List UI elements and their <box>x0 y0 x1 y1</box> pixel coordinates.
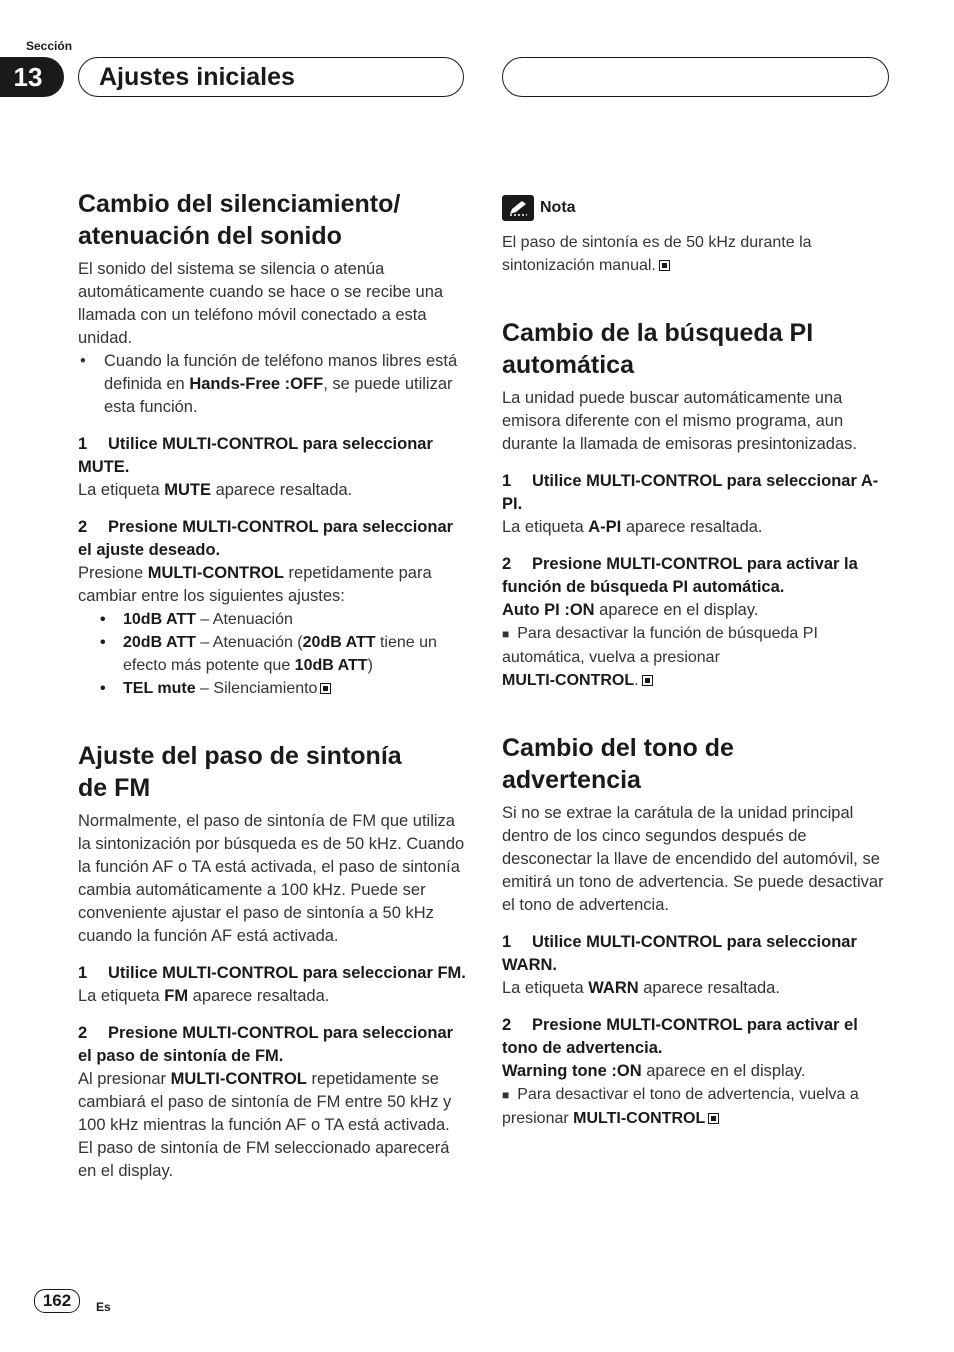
page-number: 162 <box>34 1289 80 1313</box>
warn-intro: Si no se extrae la carátula de la unidad principal dentro de los cinco segundos después de desconectar la llave de encendido del automóvil, se emitirá un tono de advertencia. Se puede desactivar el tono de advertencia. <box>502 804 884 914</box>
end-mark-icon <box>659 260 670 271</box>
warn-step-2-desc: Warning tone :ON aparece en el display. <box>502 1062 806 1080</box>
mute-heading: Cambio del silenciamiento/ atenuación del sonido <box>78 190 401 250</box>
small-square-bullet-icon: ■ <box>502 627 510 641</box>
warn-step-2: 2 Presione MULTI-CONTROL para activar el tono de advertencia. <box>502 1016 858 1057</box>
mute-step-1-desc: La etiqueta MUTE aparece resaltada. <box>78 481 353 499</box>
note-text: El paso de sintonía es de 50 kHz durante la sintonización manual. <box>502 234 812 274</box>
mute-step-2-desc: Presione MULTI-CONTROL repetidamente para cambiar entre los siguientes ajustes: <box>78 564 432 605</box>
fm-step-2: 2 Presione MULTI-CONTROL para seleccionar el paso de sintonía de FM. <box>78 1024 454 1065</box>
section-title-text: Ajustes iniciales <box>99 62 295 91</box>
note-header <box>502 195 890 221</box>
end-mark-icon <box>320 683 331 694</box>
small-square-bullet-icon: ■ <box>502 1088 510 1102</box>
mute-option-3: • TEL mute – Silenciamiento <box>78 677 466 700</box>
warn-hint: ■ Para desactivar el tono de advertencia, vuelva a presionar MULTI-CONTROL <box>502 1086 859 1127</box>
end-mark-icon <box>642 675 653 686</box>
section-title <box>78 57 464 97</box>
warn-step-1-desc: La etiqueta WARN aparece resaltada. <box>502 979 780 997</box>
header-empty-pill <box>502 57 889 97</box>
mute-step-1: 1 Utilice MULTI-CONTROL para seleccionar MUTE. <box>78 435 433 476</box>
pi-intro: La unidad puede buscar automáticamente una emisora diferente con el mismo programa, aun durante la llamada de emisoras presintonizadas. <box>502 389 857 453</box>
mute-intro: El sonido del sistema se silencia o atenúa automáticamente cuando se hace o se recibe una llamada con un teléfono móvil conectado a esta unidad. <box>78 260 444 347</box>
pi-step-2-desc: Auto PI :ON aparece en el display. <box>502 601 759 619</box>
pi-step-1: 1 Utilice MULTI-CONTROL para seleccionar A-PI. <box>502 472 879 513</box>
language-code: Es <box>96 1300 111 1314</box>
fm-step-1: 1 Utilice MULTI-CONTROL para seleccionar FM. <box>78 964 466 982</box>
mute-option-1: • 10dB ATT – Atenuación <box>78 608 466 631</box>
pi-step-1-desc: La etiqueta A-PI aparece resaltada. <box>502 518 763 536</box>
fm-step-2-desc: Al presionar MULTI-CONTROL repetidamente se cambiará el paso de sintonía de FM entre 50 kHz y 100 kHz mientras la función AF o TA está activada. El paso de sintonía de FM seleccionado aparecerá en el display. <box>78 1070 452 1180</box>
section-label: Sección <box>26 39 73 53</box>
note-label: Nota <box>540 199 576 216</box>
fm-intro: Normalmente, el paso de sintonía de FM que utiliza la sintonización por búsqueda es de 50 kHz. Cuando la función AF o TA está activada, el paso de sintonía cambia automáticamente a 100 kHz. Puede ser conveniente ajustar el paso de sintonía a 50 kHz cuando la función AF está activada. <box>78 812 465 945</box>
pi-heading: Cambio de la búsqueda PI automática <box>502 319 814 379</box>
note-pencil-icon <box>502 195 534 221</box>
fm-step-1-desc: La etiqueta FM aparece resaltada. <box>78 987 330 1005</box>
fm-heading: Ajuste del paso de sintonía de FM <box>78 742 402 802</box>
left-column <box>78 188 466 1183</box>
right-column <box>502 195 890 1130</box>
pi-hint: ■ Para desactivar la función de búsqueda PI automática, vuelva a presionar MULTI-CONTROL. <box>502 625 818 689</box>
mute-bullet: • Cuando la función de teléfono manos libres está definida en Hands-Free :OFF, se puede utilizar esta función. <box>78 350 466 419</box>
pi-step-2: 2 Presione MULTI-CONTROL para activar la función de búsqueda PI automática. <box>502 555 858 596</box>
mute-option-2: • 20dB ATT – Atenuación (20dB ATT tiene un efecto más potente que 10dB ATT) <box>78 631 466 677</box>
warn-heading: Cambio del tono de advertencia <box>502 734 734 794</box>
end-mark-icon <box>708 1113 719 1124</box>
warn-step-1: 1 Utilice MULTI-CONTROL para seleccionar WARN. <box>502 933 857 974</box>
section-number-badge: 13 <box>0 57 64 97</box>
mute-step-2: 2 Presione MULTI-CONTROL para seleccionar el ajuste deseado. <box>78 518 454 559</box>
